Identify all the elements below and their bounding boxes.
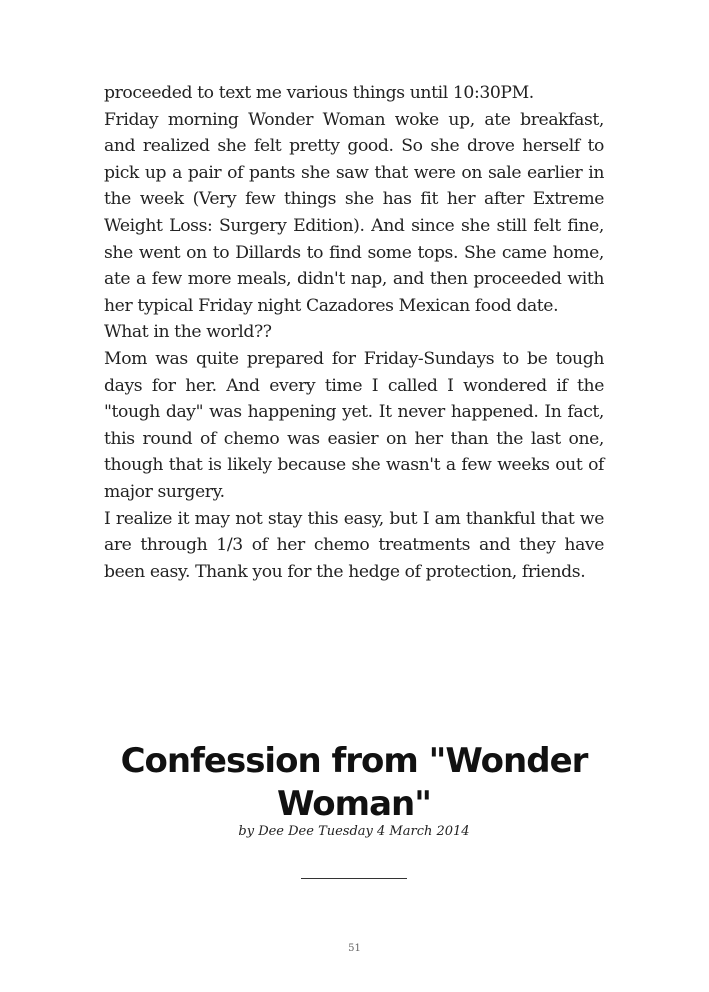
paragraph-1: proceeded to text me various things until 10:30PM. (104, 83, 534, 103)
paragraph-2: Friday morning Wonder Woman woke up, ate breakfast, and realized she felt pretty good. So she drove herself to pick up a pair of pants she saw that were on sale earlier in the week (Very few things she has fit her after Extreme Weight Loss: Surgery Edition). And since she still felt fine, she went on to Dillards to find some tops. She came home, ate a few more meals, didn't nap, and then proceeded with her typical Friday night Cazadores Mexican food date. (104, 109, 604, 316)
post-title: Confession from "Wonder Woman" (120, 741, 588, 824)
post-byline: by Dee Dee Tuesday 4 March 2014 (238, 824, 470, 839)
paragraph-3: What in the world?? (104, 322, 272, 343)
section-divider (301, 878, 407, 879)
paragraph-4: Mom was quite prepared for Friday-Sundays to be tough days for her. And every time I called I wondered if the "tough day" was happening yet. It never happened. In fact, this round of chemo was easier on her than the last one, though that is likely because she wasn't a few weeks out of major surgery. (104, 348, 604, 502)
article-body (104, 80, 604, 585)
page-number: 51 (348, 943, 361, 954)
paragraph-5: I realize it may not stay this easy, but I am thankful that we are through 1/3 of her chemo treatments and they have been easy. Thank you for the hedge of protection, friends. (104, 508, 604, 582)
